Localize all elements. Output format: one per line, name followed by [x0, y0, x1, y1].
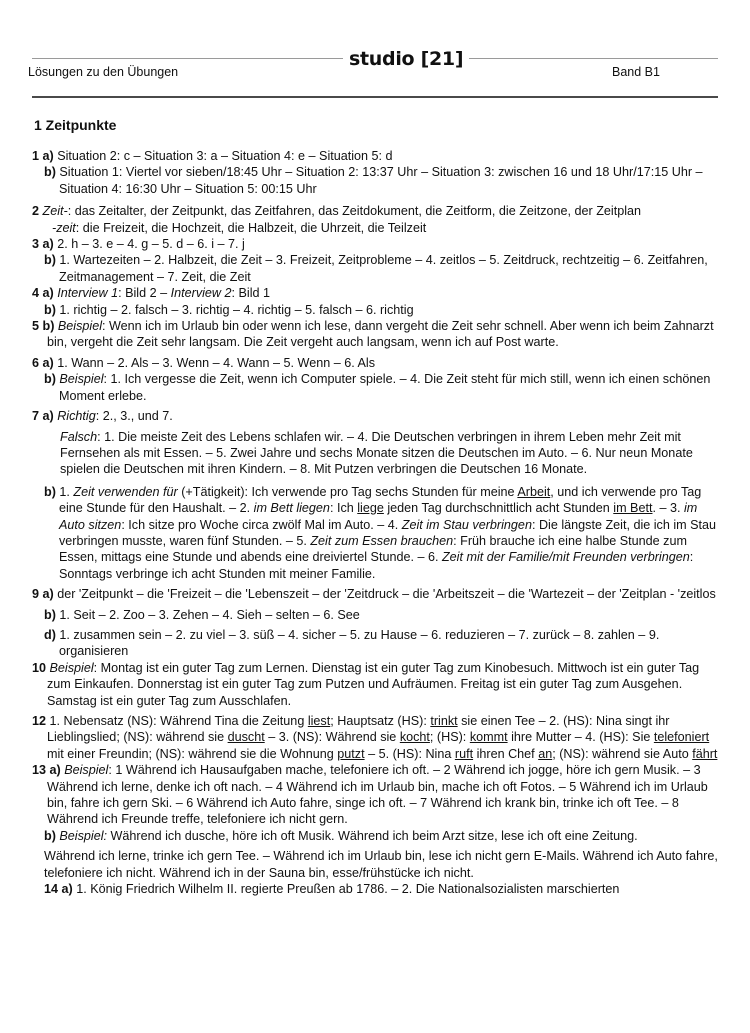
answer-13b: b) Beispiel: Während ich dusche, höre ich oft Musik. Während ich beim Arzt sitze, lese ich oft eine Zeitung.: [44, 828, 638, 843]
answer-2-zeit: -zeit: die Freizeit, die Hochzeit, die Halbzeit, die Uhrzeit, die Teilzeit: [52, 220, 427, 235]
answer-13a: 13 a) Beispiel: 1 Während ich Hausaufgaben mache, telefoniere ich oft. – 2 Während ich jogge, höre ich gern Musik. – 3 Während ich lerne, denke ich oft nach. – 4 Während ich im Urlaub bin, mache ich oft Fotos. – 5 Während ich im Urlaub bin, fahre ich gern Ski. – 6 Während ich Auto fahre, singe ich oft. – 7 Während ich krank bin, trinke ich oft Tee. – 8 Während ich Freunde treffe, telefoniere ich nicht gern.: [32, 763, 708, 827]
answer-3b: b) 1. Wartezeiten – 2. Halbzeit, die Zeit – 3. Freizeit, Zeitprobleme – 4. zeitlos – 5. Zeitdruck, rechtzeitig – 6. Zeitfahren, Zeitmanagement – 7. Zeit, die Zeit: [44, 253, 708, 284]
header-left-text: Lösungen zu den Übungen: [28, 65, 179, 79]
answer-14a: 14 a) 1. König Friedrich Wilhelm II. regierte Preußen ab 1786. – 2. Die Nationalsozialisten marschierten: [44, 882, 620, 897]
answer-3a: 3 a) 2. h – 3. e – 4. g – 5. d – 6. i – 7. j: [32, 237, 245, 252]
answer-6a: 6 a) 1. Wann – 2. Als – 3. Wenn – 4. Wann – 5. Wenn – 6. Als: [32, 355, 376, 370]
answer-4a: 4 a) Interview 1: Bild 2 – Interview 2: Bild 1: [32, 286, 271, 301]
answer-2: 2 Zeit-: das Zeitalter, der Zeitpunkt, das Zeitfahren, das Zeitdokument, die Zeitform, die Zeitzone, der Zeitplan: [32, 204, 642, 219]
answer-13b-cont: Während ich lerne, trinke ich gern Tee. – Während ich im Urlaub bin, lese ich nicht gern E-Mails. Während ich Auto fahre, telefoniere ich nicht. Während ich in der Sauna bin, esse/frühstücke ich nicht.: [44, 849, 718, 880]
answer-4b: b) 1. richtig – 2. falsch – 3. richtig – 4. richtig – 5. falsch – 6. richtig: [44, 302, 414, 317]
answer-6b: b) Beispiel: 1. Ich vergesse die Zeit, wenn ich Computer spiele. – 4. Die Zeit steht für mich still, wenn ich einen schönen Moment erlebe.: [44, 372, 711, 403]
header-right-text: Band B1: [612, 65, 660, 79]
answer-12: 12 1. Nebensatz (NS): Während Tina die Zeitung liest; Hauptsatz (HS): trinkt sie einen Tee – 2. (HS): Nina singt ihr Lieblingslied; (NS): während sie duscht – 3. (NS): Während sie kocht; (HS): kommt ihre Mutter – 4. (HS): Sie telefoniert mit einer Freundin; (NS): während sie die Wohnung putzt – 5. (HS): Nina ruft ihren Chef an; (NS): während sie Auto fährt: [32, 714, 718, 761]
answer-10: 10 Beispiel: Montag ist ein guter Tag zum Lernen. Dienstag ist ein guter Tag zum Kinobesuch. Mittwoch ist ein guter Tag zum Einkaufen. Donnerstag ist ein guter Tag zum Putzen und Aufräumen. Freitag ist ein guter Tag zum Ausgehen. Samstag ist ein guter Tag zum Ausschlafen.: [32, 660, 700, 708]
header-bottom-rule: [32, 96, 718, 98]
brand-logo: studio [21]: [343, 48, 469, 70]
section-title: 1 Zeitpunkte: [34, 117, 117, 133]
answer-9d: d) 1. zusammen sein – 2. zu viel – 3. süß – 4. sicher – 5. zu Hause – 6. reduzieren – 7. zurück – 8. zahlen – 9. organisieren: [44, 627, 660, 659]
answer-1a: 1 a) Situation 2: c – Situation 3: a – Situation 4: e – Situation 5: d: [32, 149, 393, 163]
answer-1b: b) Situation 1: Viertel vor sieben/18:45 Uhr – Situation 2: 13:37 Uhr – Situation 3: zwischen 16 und 18 Uhr/17:15 Uhr – Situation 4: 16:30 Uhr – Situation 5: 00:15 Uhr: [44, 165, 703, 196]
answer-9b: b) 1. Seit – 2. Zoo – 3. Zehen – 4. Sieh – selten – 6. See: [44, 607, 360, 622]
answer-9a: 9 a) der 'Zeitpunkt – die 'Freizeit – die 'Lebenszeit – der 'Zeitdruck – die 'Arbeitszeit – die 'Wartezeit – der 'Zeitplan - 'zeitlos: [32, 587, 716, 602]
answer-5b: 5 b) Beispiel: Wenn ich im Urlaub bin oder wenn ich lese, dann vergeht die Zeit sehr schnell. Aber wenn ich beim Zahnarzt bin, vergeht die Zeit sehr langsam. Die Zeit vergeht auch langsam, wenn ich auf Post warte.: [32, 319, 714, 350]
answer-7b: b) 1. Zeit verwenden für (+Tätigkeit): Ich verwende pro Tag sechs Stunden für meine Arbeit, und ich verwende pro Tag eine Stunde für den Haushalt. – 2. im Bett liegen: Ich liege jeden Tag durchschnittlich acht Stunden im Bett. – 3. im Auto sitzen: Ich sitze pro Woche circa zwölf Mal im Auto. – 4. Zeit im Stau verbringen: Die längste Zeit, die ich im Stau verbringen musste, waren fünf Stunden. – 5. Zeit zum Essen brauchen: Früh brauche ich eine halbe Stunde zum Essen, mittags eine Stunde und abends eine dreiviertel Stunde. – 6. Zeit mit der Familie/mit Freunden verbringen: Sonntags verbringe ich acht Stunden mit meiner Familie.: [44, 484, 717, 581]
answer-7a: 7 a) Richtig: 2., 3., und 7.: [32, 409, 173, 424]
answer-7a-falsch: Falsch: 1. Die meiste Zeit des Lebens schlafen wir. – 4. Die Deutschen verbringen in ihrem Leben mehr Zeit mit Fernsehen als mit Essen. – 5. Zwei Jahre und sechs Monate sitzen die Deutschen im Auto. – 6. Nur neun Monate spielen die Deutschen mit ihren Kindern. – 8. Mit Putzen verbringen die Deutschen 16 Monate.: [60, 429, 693, 477]
answer-content: [32, 148, 722, 897]
